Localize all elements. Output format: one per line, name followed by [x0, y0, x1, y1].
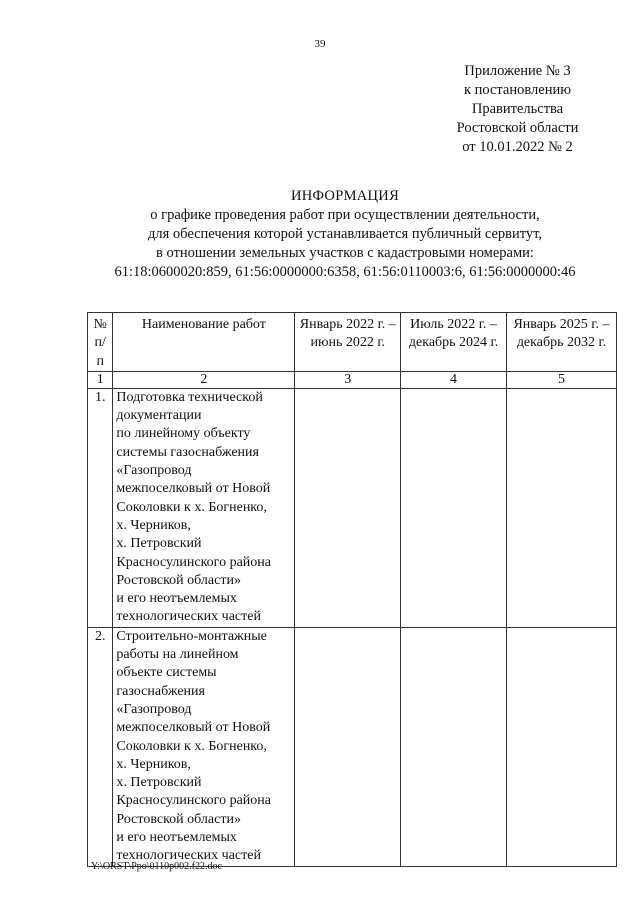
column-number: 5	[506, 371, 616, 388]
heading-line: о графике проведения работ при осуществлении деятельности,	[150, 207, 540, 223]
file-path-footer: Y:\ORST\Ppo\0110p002.f22.doc	[91, 861, 222, 872]
column-number: 3	[295, 371, 401, 388]
row-number: 2.	[88, 627, 113, 866]
heading-line: в отношении земельных участков с кадастровыми номерами:	[156, 245, 534, 261]
row-number: 1.	[88, 388, 113, 627]
work-name-cell: Подготовка технической документации по линейному объекту системы газоснабжения «Газопровод межпоселковый от Новой Соколовки к х. Богненко, х. Черников, х. Петровский Красносулинского района Ростовской области» и его неотъемлемых технологических частей	[113, 388, 295, 627]
column-number: 2	[113, 371, 295, 388]
period-2-cell	[401, 627, 507, 866]
heading-line: для обеспечения которой устанавливается публичный сервитут,	[147, 226, 543, 242]
appendix-line: Ростовской области	[456, 120, 579, 136]
header-cell-period-3: Январь 2025 г. – декабрь 2032 г.	[506, 313, 616, 372]
table-row	[88, 388, 617, 627]
heading-title: ИНФОРМАЦИЯ	[290, 188, 400, 204]
column-number: 4	[401, 371, 507, 388]
table-row	[88, 627, 617, 866]
appendix-block	[445, 62, 590, 157]
period-3-cell	[506, 627, 616, 866]
column-number: 1	[88, 371, 113, 388]
page-number: 39	[314, 38, 326, 50]
heading-line: 61:18:0600020:859, 61:56:0000000:6358, 61:56:0110003:6, 61:56:0000000:46	[114, 264, 576, 280]
appendix-line: от 10.01.2022 № 2	[462, 139, 573, 155]
appendix-line: Приложение № 3	[464, 63, 571, 79]
header-cell-work-name: Наименование работ	[113, 313, 295, 372]
period-3-cell	[506, 388, 616, 627]
header-cell-period-1: Январь 2022 г. – июнь 2022 г.	[295, 313, 401, 372]
column-numbers-row	[88, 371, 617, 388]
period-1-cell	[295, 388, 401, 627]
period-2-cell	[401, 388, 507, 627]
appendix-line: Правительства	[471, 101, 564, 117]
header-cell-period-2: Июль 2022 г. – декабрь 2024 г.	[401, 313, 507, 372]
table-header-row	[88, 313, 617, 372]
work-name-cell: Строительно-монтажные работы на линейном объекте системы газоснабжения «Газопровод межпоселковый от Новой Соколовки к х. Богненко, х. Черников, х. Петровский Красносулинского района Ростовской области» и его неотъемлемых технологических частей	[113, 627, 295, 866]
document-heading	[90, 187, 600, 282]
schedule-table	[87, 312, 617, 867]
period-1-cell	[295, 627, 401, 866]
header-cell-number: № п/п	[88, 313, 113, 372]
appendix-line: к постановлению	[463, 82, 572, 98]
